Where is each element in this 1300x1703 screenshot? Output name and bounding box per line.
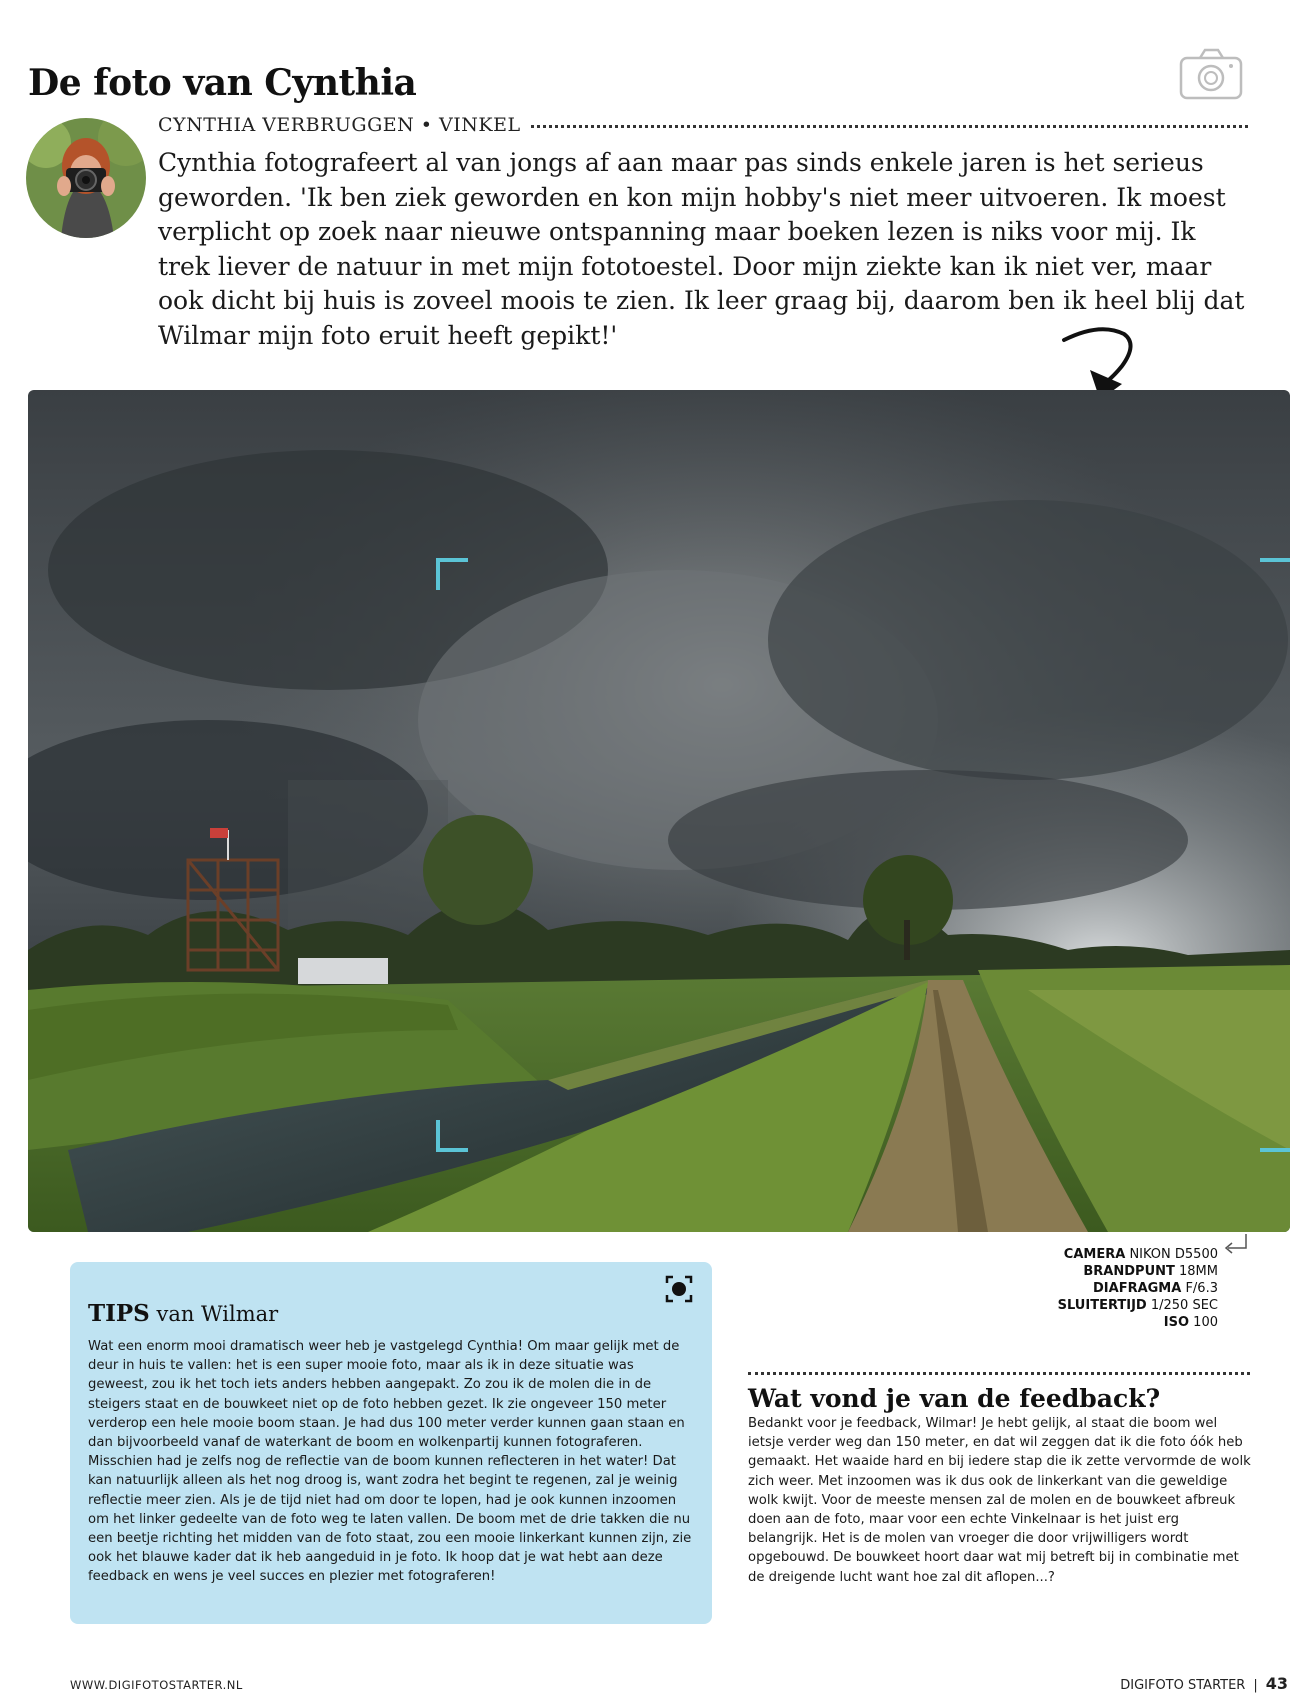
footer-separator: | — [1253, 1678, 1258, 1693]
page-number: 43 — [1265, 1674, 1288, 1693]
exif-iso: ISO 100 — [1163, 1315, 1218, 1330]
tips-body: Wat een enorm mooi dramatisch weer heb je vastgelegd Cynthia! Om maar gelijk met de deur in huis te vallen: het is een super mooie foto, maar als ik in deze situatie was geweest, zou ik het toch iets anders hebben aangepakt. Zo zou ik de molen die in de steigers staat en de bouwkeet niet op de foto hebben gezet. Ik zie ongeveer 150 meter verderop een hele mooie boom staan. Je had dus 100 meter verder kunnen gaan staan en dan bijvoorbeeld vanaf de waterkant de boom en wolkenpartij kunnen fotograferen. Misschien had je zelfs nog de reflectie van de boom kunnen reflecteren in het water! Dat kan natuurlijk alleen als het nog droog is, want zodra het begint te regenen, zal je weinig reflectie meer zien. Als je de tijd niet had om door te lopen, had je ook kunnen inzoomen om het linker gedeelte van de foto weg te laten vallen. De boom met de drie takken die nu een beetje richting het midden van de foto staat, zou een mooie linkerkant kunnen zijn, zie ook het blauwe kader dat ik heb aangeduid in je foto. Ik hoop dat je wat hebt aan deze feedback en wens je veel succes en plezier met fotograferen! — [88, 1339, 692, 1585]
page-title: De foto van Cynthia — [28, 62, 417, 104]
byline: CYNTHIA VERBRUGGEN • VINKEL — [158, 114, 531, 136]
exif-camera: CAMERA NIKON D5500 — [1063, 1247, 1218, 1262]
byline-row — [158, 114, 1248, 140]
camera-icon — [1178, 46, 1244, 102]
intro-text: Cynthia fotografeert al van jongs af aan maar pas sinds enkele jaren is het serieus geworden. 'Ik ben ziek geworden en kon mijn hobby's niet meer uitvoeren. Ik moest verplicht op zoek naar nieuwe ontspanning maar boeken lezen is niks voor mij. Ik trek liever de natuur in met mijn fototoestel. Door mijn ziekte kan ik niet ver, maar ook dicht bij huis is zoveel moois te zien. Ik leer graag bij, daarom ben ik heel blij dat Wilmar mijn foto eruit heeft gepikt!' — [158, 148, 1245, 350]
exif-info — [1058, 1246, 1218, 1331]
featured-photo — [28, 390, 1290, 1232]
exif-aperture: DIAFRAGMA F/6.3 — [1093, 1281, 1218, 1296]
feedback-heading: Wat vond je van de feedback? — [748, 1384, 1161, 1413]
tips-heading: TIPS van Wilmar — [88, 1300, 279, 1327]
feedback-body: Bedankt voor je feedback, Wilmar! Je hebt gelijk, al staat die boom wel ietsje verder weg dan 150 meter, en dat wil zeggen dat ik die foto óók heb gemaakt. Het waaide hard en bij iedere stap die ik zette vervormde de wolk zich weer. Met inzoomen was ik dus ook de linkerkant van die geweldige wolk kwijt. Voor de meeste mensen zal de molen en de bouwkeet afbreuk doen aan de foto, maar voor een echte Vinkelnaar is het juist erg belangrijk. Het is de molen van vroeger die door vrijwilligers wordt opgebouwd. De bouwkeet hoort daar wat mij betreft bij in combinatie met de dreigende lucht want hoe zal dit aflopen...? — [748, 1416, 1251, 1585]
return-arrow-icon — [1222, 1232, 1250, 1260]
footer-page-info — [1120, 1674, 1288, 1693]
footer-magazine: DIGIFOTO STARTER — [1120, 1678, 1246, 1693]
footer-website: WWW.DIGIFOTOSTARTER.NL — [70, 1678, 243, 1692]
exif-shutter: SLUITERTIJD 1/250 SEC — [1057, 1298, 1218, 1313]
feedback-divider — [748, 1372, 1250, 1375]
tips-box — [70, 1262, 712, 1624]
author-avatar — [26, 118, 146, 238]
lens-icon — [664, 1274, 694, 1304]
exif-focal-length: BRANDPUNT 18MM — [1083, 1264, 1218, 1279]
